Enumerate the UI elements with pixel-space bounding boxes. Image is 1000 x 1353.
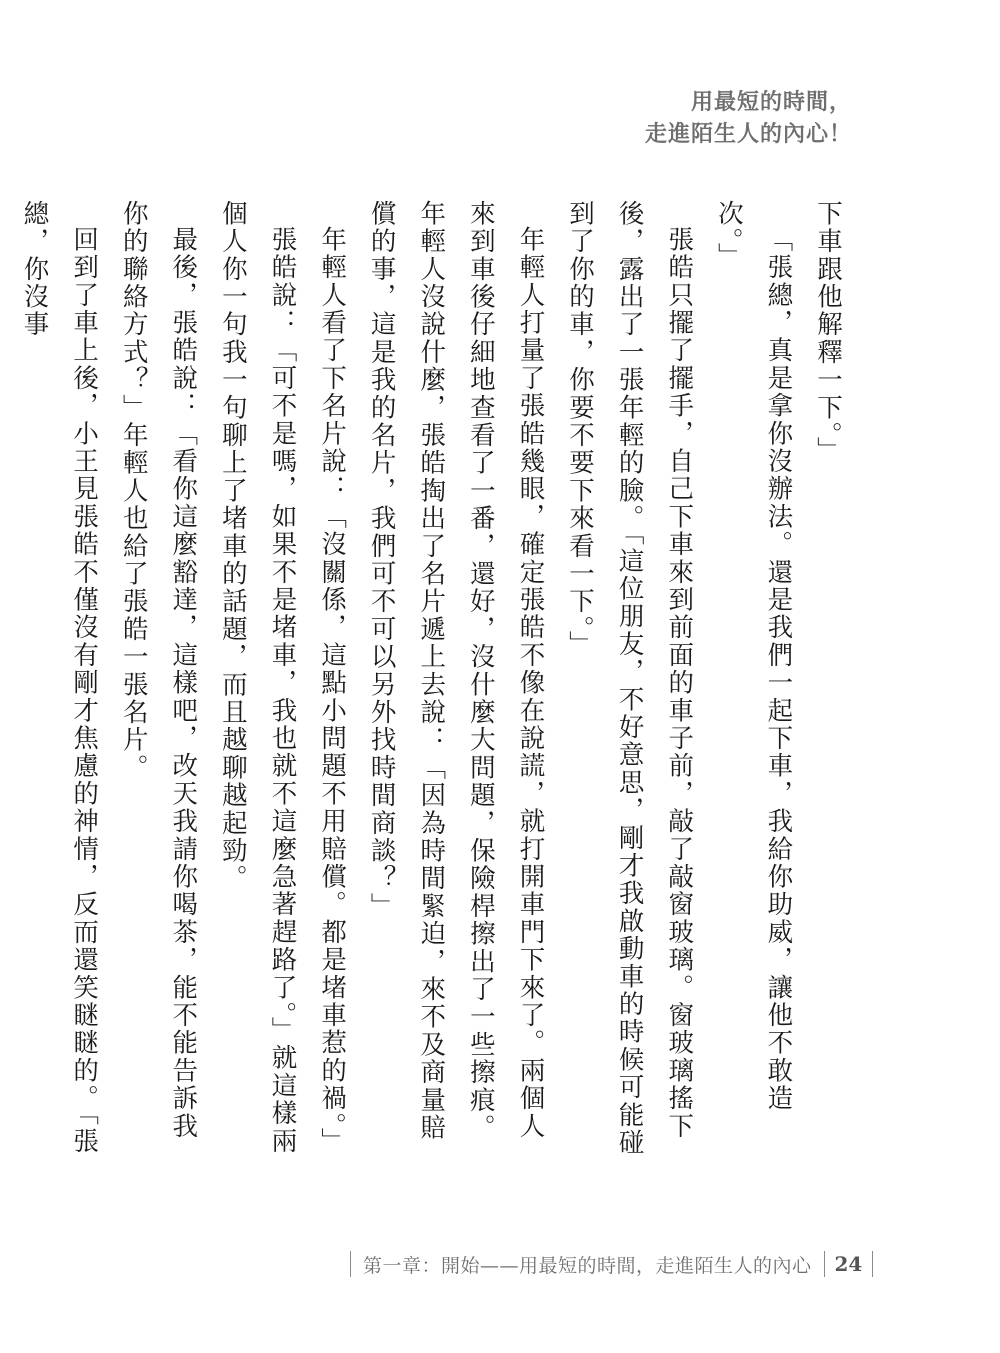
chapter-title: 第一章：開始——用最短的時間，走進陌生人的內心 [363,1254,812,1277]
body-text [19,200,852,1160]
paragraph: 張皓只擺了擺手，自己下車來到前面的車子前，敲了敲窗玻璃。窗玻璃搖下後，露出了一張年輕的臉。「這位朋友，不好意思，剛才我啟動車的時候可能碰到了你的車，你要不要下來看一下。」 [565,200,695,1157]
footer-divider [872,1251,873,1277]
paragraph: 張皓說：「可不是嗎，如果不是堵車，我也就不這麼急著趕路了。」就這樣兩個人你一句我一句聊上了堵車的話題，而且越聊越起勁。 [217,200,298,1155]
running-head-line-2: 走進陌生人的內心！ [644,121,852,147]
running-head [645,86,852,150]
page-number: 24 [834,1252,863,1276]
paragraph: 回到了車上後，小王見張皓不僅沒有剛才焦慮的神情，反而還笑瞇瞇的。「張總，你沒事 [19,200,100,1155]
running-head-line-1: 用最短的時間， [690,89,852,115]
paragraph: 下車跟他解釋一下。」 [813,200,843,465]
paragraph: 年輕人打量了張皓幾眼，確定張皓不像在說謊，就打開車門下來了。兩個人來到車後仔細地查看了一番，還好，沒什麼大問題，保險桿擦出了一些擦痕。年輕人沒說什麼，張皓掏出了名片遞上去說：「因為時間緊迫，來不及商量賠償的事，這是我的名片，我們可不可以另外找時間商談？」 [366,200,546,1142]
paragraph: 「張總，真是拿你沒辦法。還是我們一起下車，我給你助威，讓他不敢造次。」 [713,200,794,1112]
paragraph: 最後，張皓說：「看你這麼豁達，這樣吧，改天我請你喝茶，能不能告訴我你的聯絡方式？」年輕人也給了張皓一張名片。 [118,200,199,1140]
paragraph: 年輕人看了下名片說：「沒關係，這點小問題不用賠償。都是堵車惹的禍。」 [317,225,348,1155]
page-footer [350,1244,873,1284]
